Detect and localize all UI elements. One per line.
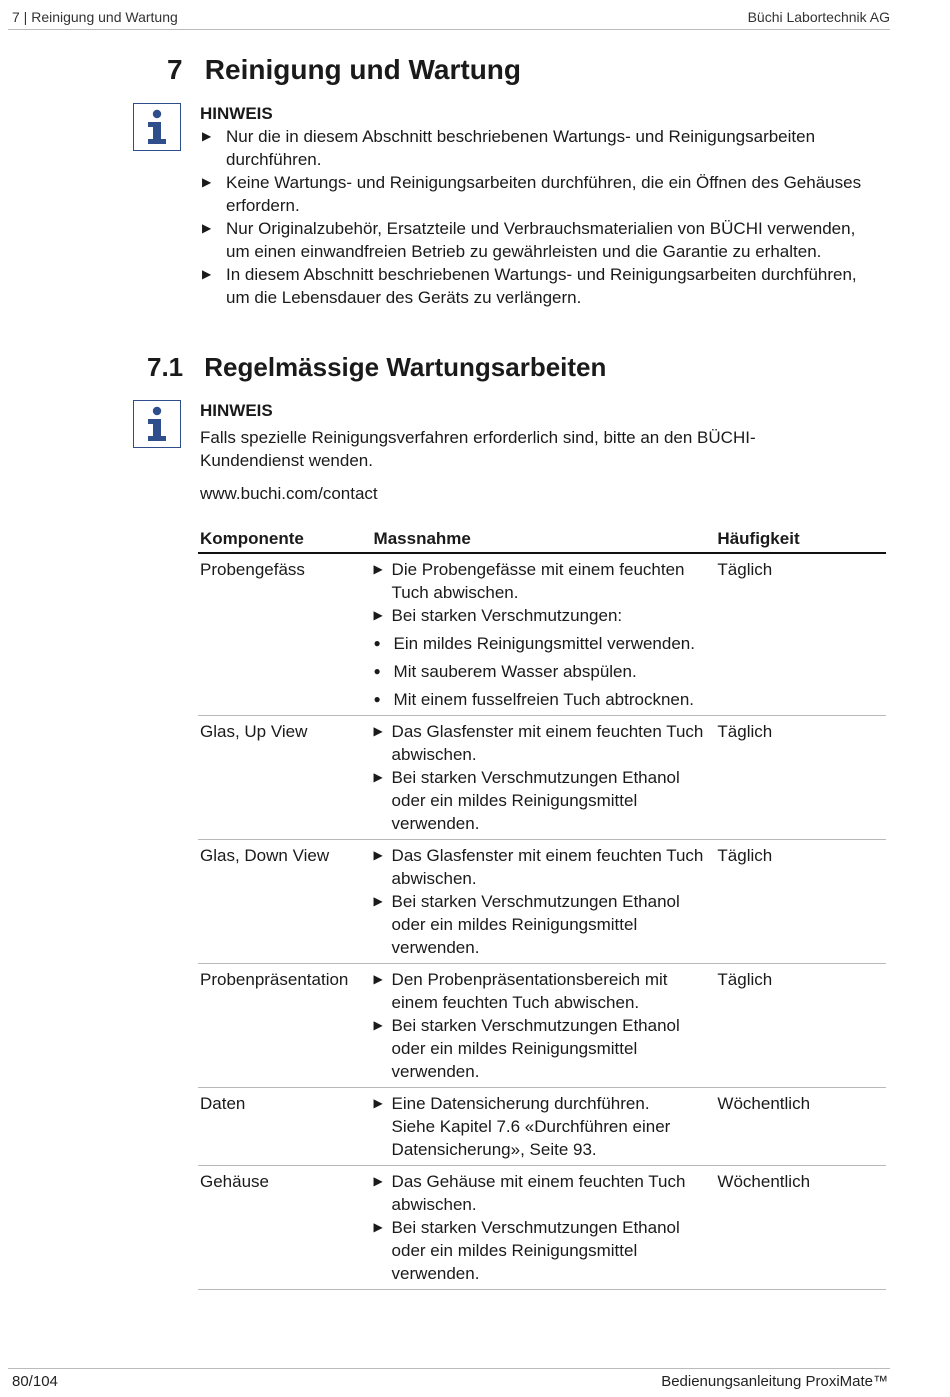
- column-header-action: Massnahme: [372, 524, 716, 553]
- notice-title: HINWEIS: [200, 401, 273, 420]
- table-row: [198, 1166, 886, 1290]
- action-subitem: ● Mit einem fusselfreien Tuch abtrocknen.: [374, 688, 716, 711]
- cell-component: Gehäuse: [198, 1166, 372, 1290]
- header-chapter: 7 | Reinigung und Wartung: [12, 9, 178, 25]
- action-list: [374, 558, 716, 711]
- cell-frequency: Wöchentlich: [715, 1166, 886, 1290]
- column-header-frequency: Häufigkeit: [715, 524, 886, 553]
- cell-frequency: Täglich: [715, 840, 886, 964]
- cell-frequency: Täglich: [715, 964, 886, 1088]
- column-header-component: Komponente: [198, 524, 372, 553]
- footer-divider: [8, 1368, 890, 1369]
- action-item: ▶ Bei starken Verschmutzungen Ethanol oder ein mildes Reinigungsmittel verwenden.: [374, 766, 716, 835]
- cell-component: Probenpräsentation: [198, 964, 372, 1088]
- table-row: [198, 1088, 886, 1166]
- cell-component: Glas, Down View: [198, 840, 372, 964]
- action-list: [374, 968, 716, 1083]
- table-row: [198, 840, 886, 964]
- notice-title: HINWEIS: [200, 104, 273, 123]
- action-item: ▶ Das Glasfenster mit einem feuchten Tuch abwischen.: [374, 844, 716, 890]
- subsection-number: 7.1: [147, 352, 184, 382]
- cell-frequency: Täglich: [715, 553, 886, 716]
- cell-action: [372, 553, 716, 716]
- notice-box-2: [200, 399, 870, 505]
- header-company: Büchi Labortechnik AG: [747, 9, 890, 25]
- section-number: 7: [167, 54, 183, 85]
- page-header: [12, 6, 890, 28]
- cell-component: Daten: [198, 1088, 372, 1166]
- action-item: Siehe Kapitel 7.6 «Durchführen einer Datensicherung», Seite 93.: [391, 1117, 671, 1159]
- action-item: ▶ Bei starken Verschmutzungen Ethanol oder ein mildes Reinigungsmittel verwenden.: [374, 1014, 716, 1083]
- cell-action: [372, 1166, 716, 1290]
- contact-link[interactable]: www.buchi.com/contact: [200, 484, 378, 503]
- action-item: ▶ Das Gehäuse mit einem feuchten Tuch abwischen.: [374, 1170, 716, 1216]
- page-footer: [12, 1373, 888, 1390]
- notice-item: ▶ Nur die in diesem Abschnitt beschriebenen Wartungs- und Reinigungsarbeiten durchführen.: [200, 125, 870, 171]
- cell-action: [372, 840, 716, 964]
- action-list: [374, 1092, 716, 1161]
- action-item: ▶ Bei starken Verschmutzungen Ethanol oder ein mildes Reinigungsmittel verwenden.: [374, 890, 716, 959]
- subsection-heading: [147, 352, 606, 383]
- table-row: [198, 716, 886, 840]
- section-title: Reinigung und Wartung: [204, 54, 522, 85]
- cell-action: [372, 1088, 716, 1166]
- cell-action: [372, 716, 716, 840]
- action-item: ▶ Bei starken Verschmutzungen:: [374, 604, 716, 627]
- section-heading: [167, 54, 521, 86]
- cell-component: Glas, Up View: [198, 716, 372, 840]
- cell-frequency: Täglich: [715, 716, 886, 840]
- maintenance-table: [198, 524, 886, 1290]
- document-title: Bedienungsanleitung ProxiMate™: [661, 1373, 888, 1390]
- subsection-title: Regelmässige Wartungsarbeiten: [204, 352, 607, 382]
- action-item: ▶ Die Probengefässe mit einem feuchten Tuch abwischen.: [374, 558, 716, 604]
- cell-frequency: Wöchentlich: [715, 1088, 886, 1166]
- action-item: ▶ Den Probenpräsentationsbereich mit einem feuchten Tuch abwischen.: [374, 968, 716, 1014]
- notice-item: ▶ Keine Wartungs- und Reinigungsarbeiten durchführen, die ein Öffnen des Gehäuses erfordern.: [200, 171, 870, 217]
- table-header-row: [198, 524, 886, 553]
- action-list: [374, 1170, 716, 1285]
- action-list: [374, 720, 716, 835]
- notice-item: ▶ In diesem Abschnitt beschriebenen Wartungs- und Reinigungsarbeiten durchführen, um die Lebensdauer des Geräts zu verlängern.: [200, 263, 870, 309]
- action-item: ▶ Bei starken Verschmutzungen Ethanol oder ein mildes Reinigungsmittel verwenden.: [374, 1216, 716, 1285]
- header-divider: [8, 29, 890, 30]
- action-subitem: ● Mit sauberem Wasser abspülen.: [374, 660, 716, 683]
- cell-component: Probengefäss: [198, 553, 372, 716]
- notice-item: ▶ Nur Originalzubehör, Ersatzteile und Verbrauchsmaterialien von BÜCHI verwenden, um einen einwandfreien Betrieb zu gewährleisten und die Garantie zu erhalten.: [200, 217, 870, 263]
- action-item: ▶ Eine Datensicherung durchführen.: [374, 1092, 716, 1115]
- action-subitem: ● Ein mildes Reinigungsmittel verwenden.: [374, 632, 716, 655]
- notice-list: [200, 125, 870, 309]
- cell-action: [372, 964, 716, 1088]
- action-list: [374, 844, 716, 959]
- table-body: [198, 553, 886, 1290]
- info-icon: [133, 103, 181, 151]
- info-icon: [133, 400, 181, 448]
- table-row: [198, 553, 886, 716]
- action-item: ▶ Das Glasfenster mit einem feuchten Tuch abwischen.: [374, 720, 716, 766]
- notice-text: Falls spezielle Reinigungsverfahren erforderlich sind, bitte an den BÜCHI-Kundendienst wenden.: [200, 428, 756, 470]
- notice-box: [200, 102, 870, 309]
- page-number: 80/104: [12, 1373, 58, 1390]
- table-row: [198, 964, 886, 1088]
